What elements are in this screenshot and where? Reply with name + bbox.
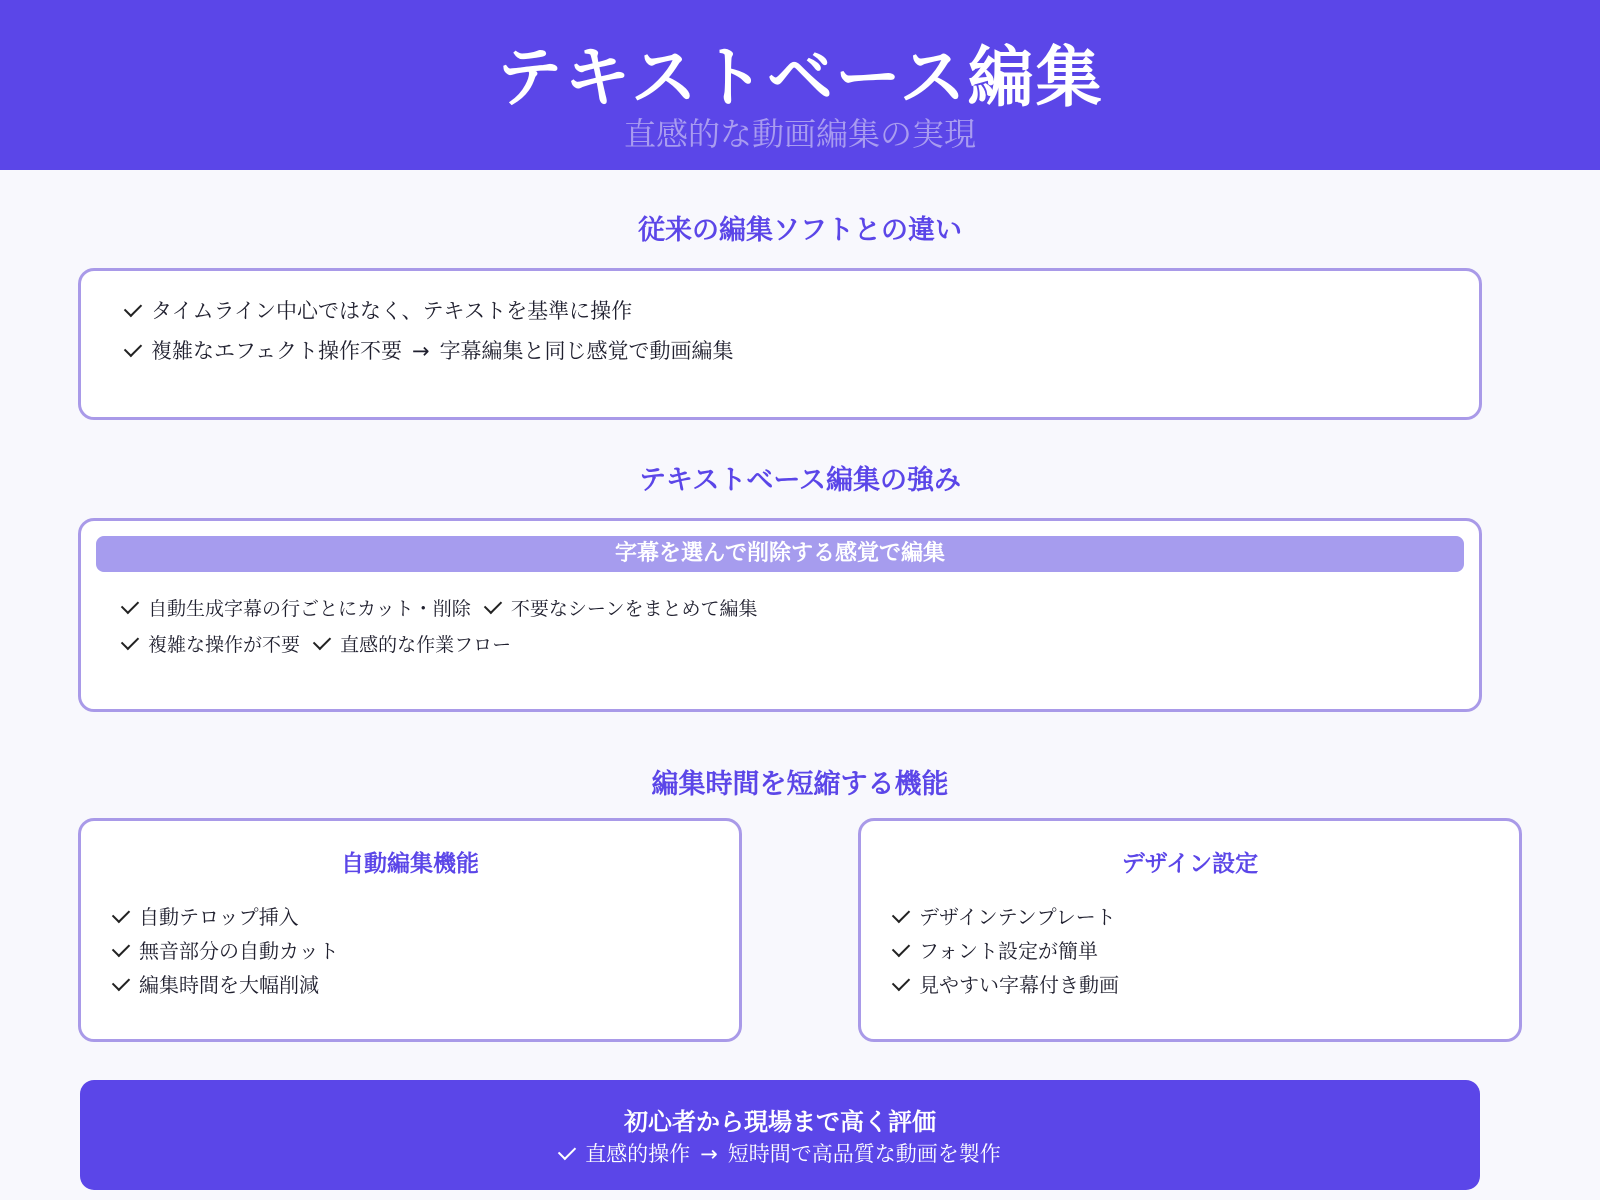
check-icon [124,299,142,317]
check-icon [112,939,130,957]
footer-banner [80,1080,1480,1190]
list-item [125,295,632,325]
list-item-text: 自動テロップ挿入 [139,905,299,929]
check-icon [892,939,910,957]
list-item-text: 自動生成字幕の行ごとにカット・削除 [148,598,471,620]
list-item [125,335,734,365]
list-item-text: 字幕編集と同じ感覚で動画編集 [439,339,734,363]
list-item-text: 無音部分の自動カット [139,939,339,963]
list-item-text: 複雑な操作が不要 [148,634,301,656]
section-title-strengths: テキストベース編集の強み [638,465,962,496]
auto-edit-card [78,818,742,1042]
check-icon [313,632,331,650]
list-item [113,901,299,930]
list-item-text: デザインテンプレート [919,905,1116,929]
arrow-right-icon: → [700,1142,718,1166]
footer-text [80,1138,1480,1168]
differences-card [78,268,1482,420]
check-icon [112,905,130,923]
check-icon [121,632,139,650]
list-item [122,630,511,657]
list-item [113,969,319,998]
list-item [893,969,1119,998]
check-icon [121,596,139,614]
list-item-text: 見やすい字幕付き動画 [919,973,1119,997]
arrow-right-icon: → [411,339,430,363]
list-item-text: 編集時間を大幅削減 [139,973,319,997]
check-icon [484,596,502,614]
list-item-text: 直感的な作業フロー [340,634,512,656]
list-item [893,901,1116,930]
check-icon [892,973,910,991]
list-item [122,594,757,621]
check-icon [558,1142,576,1160]
check-icon [892,905,910,923]
list-item-text: 不要なシーンをまとめて編集 [510,598,758,620]
card-title: デザイン設定 [1121,851,1259,877]
list-item [113,935,339,964]
check-icon [112,973,130,991]
page-subtitle: 直感的な動画編集の実現 [623,115,976,153]
strengths-banner: 字幕を選んで削除する感覚で編集 [96,536,1464,572]
section-title-features: 編集時間を短縮する機能 [651,769,949,800]
footer-text-a: 直感的操作 [585,1142,691,1166]
list-item-text: タイムライン中心ではなく、テキストを基準に操作 [151,299,633,323]
check-icon [124,339,142,357]
design-settings-card [858,818,1522,1042]
list-item-text: フォント設定が簡単 [919,939,1098,963]
list-item-text: 複雑なエフェクト操作不要 [151,339,402,363]
page-title: テキストベース編集 [496,39,1104,116]
section-title-differences: 従来の編集ソフトとの違い [638,215,962,246]
footer-text-b: 短時間で高品質な動画を製作 [727,1142,1001,1166]
footer-title: 初心者から現場まで高く評価 [624,1108,936,1136]
header [0,0,1600,170]
card-title: 自動編集機能 [341,851,479,877]
list-item [893,935,1098,964]
